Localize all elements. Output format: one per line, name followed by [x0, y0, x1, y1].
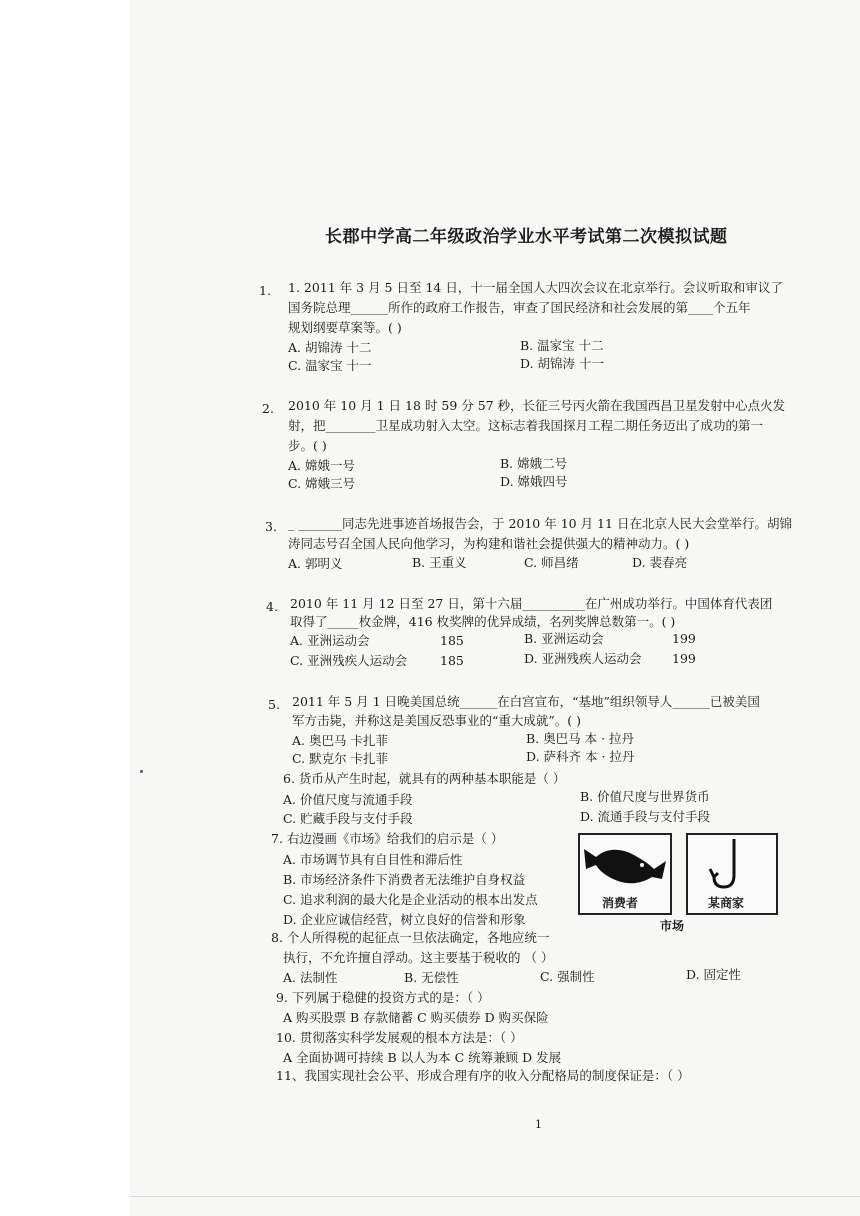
question-7-stem: 7. 右边漫画《市场》给我们的启示是（ ） [271, 831, 504, 846]
question-8-option-d: D. 固定性 [686, 967, 742, 982]
question-4-option-a: A. 亚洲运动会 [290, 633, 370, 648]
consumer-caption: 消费者 [602, 896, 639, 910]
question-4-option-c-number: 185 [440, 653, 464, 668]
question-8-option-b: B. 无偿性 [404, 970, 459, 985]
question-5-option-a: A. 奥巴马 卡扎菲 [292, 733, 388, 748]
question-4-option-b-number: 199 [672, 631, 696, 646]
question-6-option-a: A. 价值尺度与流通手段 [283, 792, 413, 807]
question-1-line-2: 国务院总理______所作的政府工作报告，审查了国民经济和社会发展的第____个五年 [288, 300, 751, 315]
question-7-option-d: D. 企业应诚信经营，树立良好的信誉和形象 [283, 912, 526, 927]
question-3-option-d: D. 裴春亮 [632, 555, 688, 570]
question-4-option-c: C. 亚洲残疾人运动会 [290, 653, 408, 668]
paper-bottom-edge [130, 1196, 860, 1197]
question-6-option-c: C. 贮藏手段与支付手段 [283, 811, 413, 826]
question-1-line-3: 规划纲要草案等。( ) [288, 320, 402, 335]
question-4-option-d-number: 199 [672, 651, 696, 666]
question-10-stem: 10. 贯彻落实科学发展观的根本方法是：（ ） [276, 1030, 523, 1045]
question-1-option-c: C. 温家宝 十一 [288, 358, 372, 373]
question-1-number: 1. [259, 283, 271, 298]
question-6-option-b: B. 价值尺度与世界货币 [580, 789, 710, 804]
question-8-option-a: A. 法制性 [283, 970, 338, 985]
question-8-option-c: C. 强制性 [540, 969, 595, 984]
question-2-option-a: A. 嫦娥一号 [288, 458, 355, 473]
question-3-option-a: A. 郭明义 [288, 556, 343, 571]
question-3-number: 3. [265, 519, 277, 534]
question-2-option-c: C. 嫦娥三号 [288, 476, 356, 491]
question-5-line-2: 军方击毙，并称这是美国反恐事业的“重大成就”。( ) [292, 713, 582, 728]
fish-icon [580, 835, 670, 895]
question-2-line-3: 步。( ) [288, 438, 327, 453]
merchant-panel [686, 833, 778, 915]
question-2-line-1: 2010 年 10 月 1 日 18 时 59 分 57 秒，长征三号丙火箭在我国西昌卫星发射中心点火发 [288, 398, 786, 413]
question-4-option-b: B. 亚洲运动会 [524, 631, 604, 646]
question-1-option-a: A. 胡锦涛 十二 [288, 340, 372, 355]
consumer-panel [578, 833, 672, 915]
question-6-stem: 6. 货币从产生时起，就具有的两种基本职能是（ ） [283, 771, 566, 786]
cartoon-title: 市场 [660, 919, 685, 933]
question-2-line-2: 射，把________卫星成功射入太空。这标志着我国探月工程二期任务迈出了成功的第一 [288, 418, 764, 433]
question-9-options: A 购买股票 B 存款储蓄 C 购买债券 D 购买保险 [283, 1010, 549, 1025]
question-3-option-c: C. 师昌绪 [524, 555, 579, 570]
question-5-option-b: B. 奥巴马 本 · 拉丹 [526, 731, 635, 746]
question-2-option-d: D. 嫦娥四号 [500, 474, 568, 489]
question-5-number: 5. [268, 697, 280, 712]
question-2-number: 2. [262, 401, 274, 416]
question-4-option-a-number: 185 [440, 633, 464, 648]
question-2-option-b: B. 嫦娥二号 [500, 456, 568, 471]
question-5-line-1: 2011 年 5 月 1 日晚美国总统______在白宫宣布，“基地”组织领导人______已被美国 [292, 694, 760, 709]
market-cartoon [578, 833, 776, 913]
page-number: 1 [535, 1118, 542, 1131]
question-4-line-1: 2010 年 11 月 12 日至 27 日，第十六届__________在广州成功举行。中国体育代表团 [290, 596, 773, 611]
question-4-option-d: D. 亚洲残疾人运动会 [524, 651, 642, 666]
question-1-option-d: D. 胡锦涛 十一 [520, 356, 604, 371]
question-9-stem: 9. 下列属于稳健的投资方式的是：（ ） [276, 990, 490, 1005]
question-1-option-b: B. 温家宝 十二 [520, 338, 604, 353]
exam-title: 长郡中学高二年级政治学业水平考试第二次模拟试题 [325, 227, 728, 247]
question-8-line-2: 执行，不允许擅自浮动。这主要基于税收的 （ ） [283, 950, 554, 965]
question-1-line-1: 1. 2011 年 3 月 5 日至 14 日，十一届全国人大四次会议在北京举行。会议听取和审议了 [288, 280, 783, 295]
merchant-caption: 某商家 [708, 896, 745, 910]
question-4-line-2: 取得了_____枚金牌，416 枚奖牌的优异成绩，名列奖牌总数第一。( ) [290, 614, 676, 629]
scan-speck [140, 770, 143, 773]
question-7-option-c: C. 追求利润的最大化是企业活动的根本出发点 [283, 892, 538, 907]
question-4-number: 4. [266, 599, 278, 614]
question-3-line-2: 涛同志号召全国人民向他学习，为构建和谐社会提供强大的精神动力。( ) [288, 536, 690, 551]
question-8-line-1: 8. 个人所得税的起征点一旦依法确定，各地应统一 [271, 930, 550, 945]
fishhook-icon [688, 835, 776, 895]
question-7-option-a: A. 市场调节具有自目性和滞后性 [283, 852, 463, 867]
question-3-line-1: _ _______同志先进事迹首场报告会，于 2010 年 10 月 11 日在北京人民大会堂举行。胡锦 [288, 516, 792, 531]
question-3-option-b: B. 王重义 [412, 555, 467, 570]
question-11-stem: 11、我国实现社会公平、形成合理有序的收入分配格局的制度保证是：（ ） [276, 1068, 690, 1083]
question-7-option-b: B. 市场经济条件下消费者无法维护自身权益 [283, 872, 526, 887]
question-5-option-d: D. 萨科齐 本 · 拉丹 [526, 749, 635, 764]
question-6-option-d: D. 流通手段与支付手段 [580, 809, 711, 824]
question-5-option-c: C. 默克尔 卡扎菲 [292, 751, 389, 766]
question-10-options: A 全面协调可持续 B 以人为本 C 统筹兼顾 D 发展 [283, 1050, 562, 1065]
